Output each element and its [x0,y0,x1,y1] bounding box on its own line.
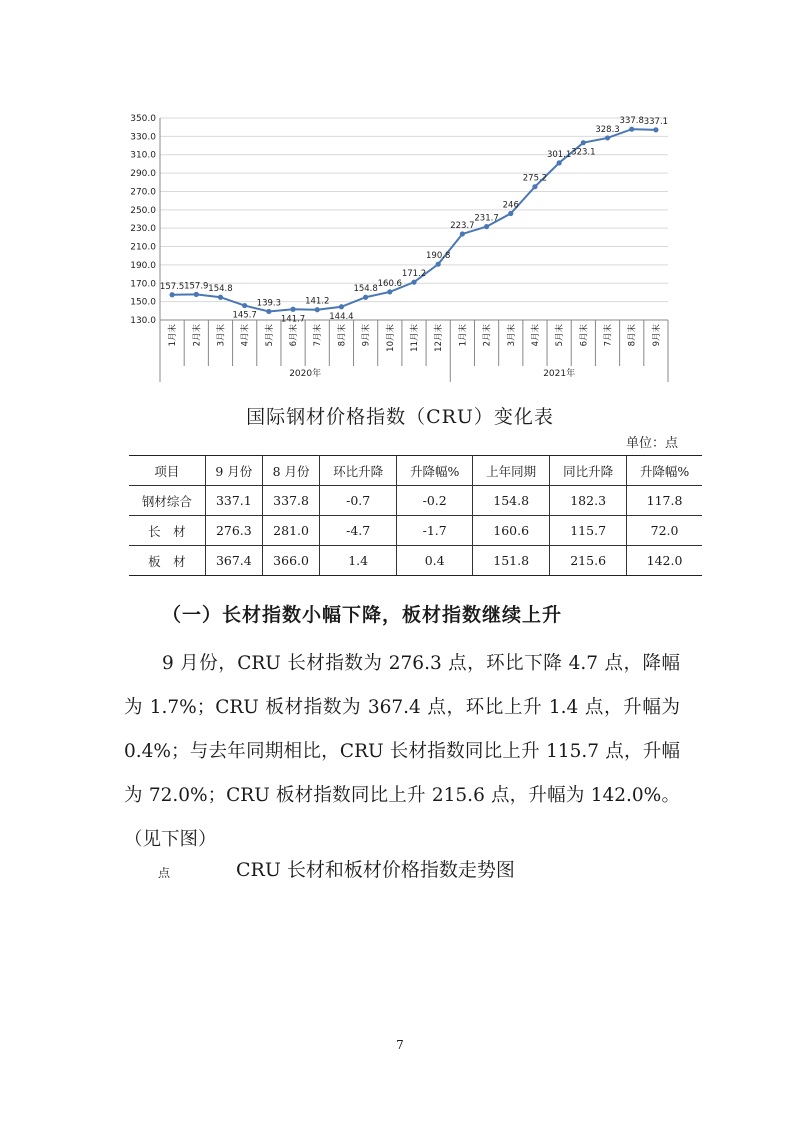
data-point [218,295,223,300]
group-label: 2020年 [289,369,322,379]
y-tick-label: 250.0 [130,205,156,216]
cru-index-line-chart [120,108,680,388]
y-tick-label: 230.0 [130,224,156,235]
table-cell: -1.7 [397,516,473,546]
table-row [129,546,702,576]
header-cell: 上年同期 [473,456,550,486]
table-cell: 72.0 [627,516,702,546]
data-point [242,303,247,308]
cru-price-table [129,455,702,576]
table-cell: 154.8 [473,486,550,516]
data-label: 171.2 [401,269,427,280]
data-label: 328.3 [595,124,620,135]
x-tick-label: 5月末 [264,324,275,347]
header-cell: 环比升降 [320,456,397,486]
table-unit: 单位：点 [626,436,679,451]
x-tick-label: 2月末 [482,324,493,347]
x-tick-label: 1月末 [168,324,179,347]
table-cell: 142.0 [627,546,702,576]
table-title: 国际钢材价格指数（CRU）变化表 [246,406,554,428]
x-tick-label: 4月末 [530,324,541,347]
table-cell: -0.2 [397,486,473,516]
section-heading: （一）长材指数小幅下降，板材指数继续上升 [162,604,563,626]
data-label: 154.8 [353,284,378,295]
header-cell: 8 月份 [262,456,319,486]
y-tick-label: 210.0 [130,242,156,253]
data-label: 323.1 [571,147,596,158]
table-cell: -0.7 [320,486,397,516]
x-tick-label: 9月末 [361,324,372,347]
x-tick-label: 3月末 [506,324,517,347]
data-label: 139.3 [256,298,282,309]
data-label: 154.8 [208,284,233,295]
table-cell: 117.8 [627,486,702,516]
table-cell: 160.6 [473,516,550,546]
y-tick-label: 350.0 [130,114,156,124]
group-label: 2021年 [543,369,576,379]
y-tick-label: 190.0 [130,260,156,271]
data-point [653,127,658,132]
data-point [363,295,368,300]
table-cell: 0.4 [397,546,473,576]
page-number: 7 [396,1038,404,1052]
data-label: 231.7 [474,213,499,224]
data-point [266,309,271,314]
x-tick-label: 4月末 [240,324,251,347]
x-tick-label: 8月末 [337,324,348,347]
table-cell: 215.6 [550,546,627,576]
table-cell: 337.1 [205,486,262,516]
data-label: 337.8 [619,116,644,127]
data-label: 141.2 [305,296,330,307]
header-cell: 项目 [129,456,205,486]
x-tick-label: 9月末 [651,324,662,347]
data-label: 141.7 [280,314,306,325]
table-cell: 276.3 [205,516,262,546]
data-point [339,304,344,309]
table-cell: 366.0 [262,546,319,576]
x-tick-label: 12月末 [434,324,445,352]
data-label: 145.7 [232,310,257,321]
y-tick-label: 170.0 [130,279,156,290]
header-cell: 同比升降 [550,456,627,486]
data-point [581,140,586,145]
table-cell: 337.8 [262,486,319,516]
data-point [532,184,537,189]
x-tick-label: 6月末 [579,324,590,347]
row-label-cell: 长 材 [129,516,205,546]
data-point [557,160,562,165]
data-label: 301.1 [546,149,572,160]
data-point [169,292,174,297]
table-cell: 367.4 [205,546,262,576]
data-point [315,307,320,312]
x-tick-label: 7月末 [603,324,614,347]
data-point [387,289,392,294]
x-tick-label: 11月末 [410,324,420,352]
data-label: 223.7 [450,220,475,231]
header-cell: 升降幅% [397,456,473,486]
table-cell: 115.7 [550,516,627,546]
table-row [129,486,702,516]
x-tick-label: 3月末 [216,324,227,347]
data-label: 160.6 [377,278,402,289]
y-tick-label: 150.0 [130,297,156,308]
y-tick-label: 330.0 [130,132,156,143]
data-label: 337.1 [643,116,669,127]
next-chart-title: CRU 长材和板材价格指数走势图 [236,859,515,881]
row-label-cell: 钢材综合 [129,486,205,516]
y-tick-label: 270.0 [130,187,156,198]
data-point [629,127,634,132]
y-tick-label: 290.0 [130,169,156,180]
data-point [290,307,295,312]
row-label-cell: 板 材 [129,546,205,576]
header-cell: 9 月份 [205,456,262,486]
next-chart-unit-label: 点 [158,866,171,880]
data-label: 246 [502,200,519,211]
data-point [460,231,465,236]
data-point [605,135,610,140]
body-paragraph: 9 月份，CRU 长材指数为 276.3 点，环比下降 4.7 点，降幅为 1.7%；CRU 板材指数为 367.4 点，环比上升 1.4 点，升幅为 0.4%；与去年同期相比，CRU 长材指数同比上升 115.7 点，升幅为 72.0%；CRU 板材指数同比上升 215.6 点，升幅为 142.0%。（见下图） [124,653,680,850]
x-tick-label: 2月末 [192,324,203,347]
table-header-row [129,456,702,486]
table-cell: 182.3 [550,486,627,516]
table-cell: 281.0 [262,516,319,546]
table-cell: 151.8 [473,546,550,576]
x-tick-label: 5月末 [555,324,566,347]
y-tick-label: 130.0 [130,316,156,326]
table-cell: -4.7 [320,516,397,546]
x-tick-label: 10月末 [385,324,396,352]
table-row [129,516,702,546]
data-point [194,292,199,297]
data-label: 190.8 [426,251,451,262]
data-point [508,211,513,216]
y-tick-label: 310.0 [130,150,156,161]
data-point [484,224,489,229]
x-tick-label: 7月末 [313,324,324,347]
data-point [411,280,416,285]
data-label: 157.5 [159,281,185,292]
data-point [436,262,441,267]
data-label: 275.2 [522,173,548,184]
x-tick-label: 8月末 [627,324,638,347]
data-label: 144.4 [329,311,354,322]
table-cell: 1.4 [320,546,397,576]
header-cell: 升降幅% [627,456,702,486]
data-label: 157.9 [184,281,209,292]
x-tick-label: 6月末 [289,324,300,347]
x-tick-label: 1月末 [458,324,469,347]
